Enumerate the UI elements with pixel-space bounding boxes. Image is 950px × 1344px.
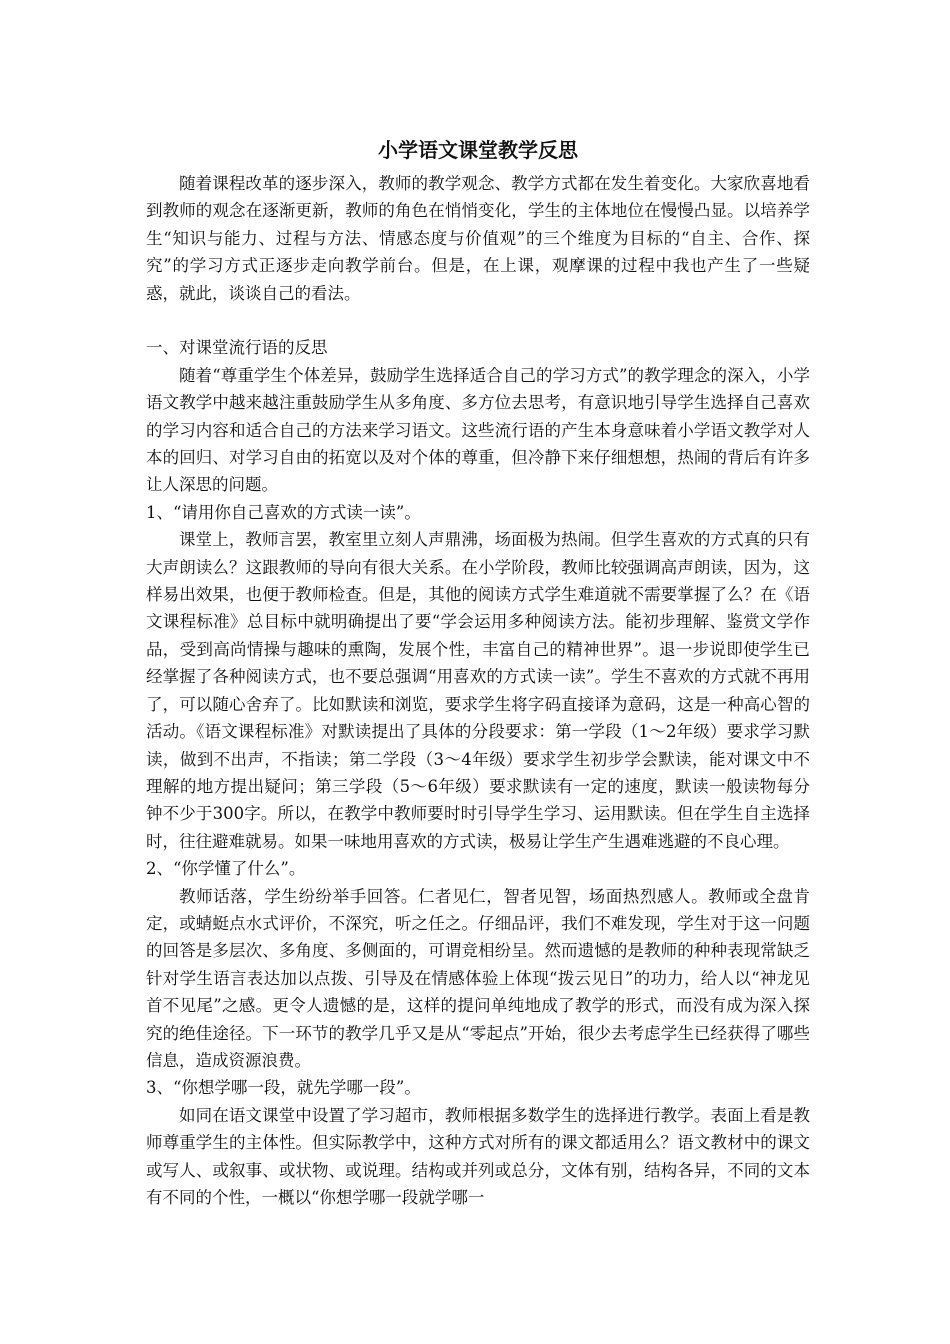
document-title: 小学语文课堂教学反思 bbox=[378, 138, 578, 162]
item-heading-1: 1、“请用你自己喜欢的方式读一读”。 bbox=[146, 502, 421, 522]
item-heading-3: 3、“你想学哪一段，就先学哪一段”。 bbox=[146, 1078, 421, 1098]
section-intro-paragraph: 随着“尊重学生个体差异，鼓励学生选择适合自己的学习方式”的教学理念的深入，小学语文教学中越来越注重鼓励学生从多角度、多方位去思考，有意识地引导学生选择自己喜欢的学习内容和适合自己的方法来学习语文。这些流行语的产生本身意味着小学语文教学对人本的回归、对学习自由的拓宽以及对个体的尊重，但冷静下来仔细想想，热闹的背后有许多让人深思的问题。 bbox=[146, 365, 810, 495]
item-heading-2: 2、“你学懂了什么”。 bbox=[146, 859, 306, 879]
document-body bbox=[146, 130, 810, 1211]
intro-paragraph: 随着课程改革的逐步深入，教师的教学观念、教学方式都在发生着变化。大家欣喜地看到教师的观念在逐渐更新，教师的角色在悄悄变化，学生的主体地位在慢慢凸显。以培养学生“知识与能力、过程与方法、情感态度与价值观”的三个维度为目标的“自主、合作、探究”的学习方式正逐步走向教学前台。但是，在上课，观摩课的过程中我也产生了一些疑惑，就此，谈谈自己的看法。 bbox=[146, 174, 810, 303]
item-body-1: 课堂上，教师言罢，教室里立刻人声鼎沸，场面极为热闹。但学生喜欢的方式真的只有大声朗读么？这跟教师的导向有很大关系。在小学阶段，教师比较强调高声朗读，因为，这样易出效果，也便于教师检查。但是，其他的阅读方式学生难道就不需要掌握了么？在《语文课程标准》总目标中就明确提出了要“学会运用多种阅读方法。能初步理解、鉴赏文学作品，受到高尚情操与趣味的熏陶，发展个性，丰富自己的精神世界”。退一步说即使学生已经掌握了各种阅读方式，也不要总强调“用喜欢的方式读一读”。学生不喜欢的方式就不再用了，可以随心舍弃了。比如默读和浏览，要求学生将字码直接译为意码，这是一种高心智的活动。《语文课程标准》对默读提出了具体的分段要求：第一学段（1～2年级）要求学习默读，做到不出声，不指读；第二学段（3～4年级）要求学生初步学会默读，能对课文中不理解的地方提出疑问；第三学段（5～6年级）要求默读有一定的速度，默读一般读物每分钟不少于300字。所以，在教学中教师要时时引导学生学习、运用默读。但在学生自主选择时，往往避难就易。如果一味地用喜欢的方式读，极易让学生产生遇难逃避的不良心理。 bbox=[146, 530, 810, 851]
blank-line bbox=[146, 307, 810, 334]
item-body-2: 教师话落，学生纷纷举手回答。仁者见仁，智者见智，场面热烈感人。教师或全盘肯定，或蜻蜓点水式评价，不深究，听之任之。仔细品评，我们不难发现，学生对于这一问题的回答是多层次、多角度、多侧面的，可谓竞相纷呈。然而遗憾的是教师的种种表现常缺乏针对学生语言表达加以点拨、引导及在情感体验上体现“拨云见日”的功力，给人以“神龙见首不见尾”之感。更令人遗憾的是，这样的提问单纯地成了教学的形式，而没有成为深入探究的绝佳途径。下一环节的教学几乎又是从“零起点”开始，很少去考虑学生已经获得了哪些信息，造成资源浪费。 bbox=[146, 886, 810, 1070]
item-body-3: 如同在语文课堂中设置了学习超市，教师根据多数学生的选择进行教学。表面上看是教师尊重学生的主体性。但实际教学中，这种方式对所有的课文都适用么？语文教材中的课文或写人、或叙事、或状物、或说理。结构或并列或总分，文体有别，结构各异，不同的文本有不同的个性，一概以“你想学哪一段就学哪一 bbox=[146, 1105, 810, 1208]
section-heading: 一、对课堂流行语的反思 bbox=[146, 338, 328, 358]
